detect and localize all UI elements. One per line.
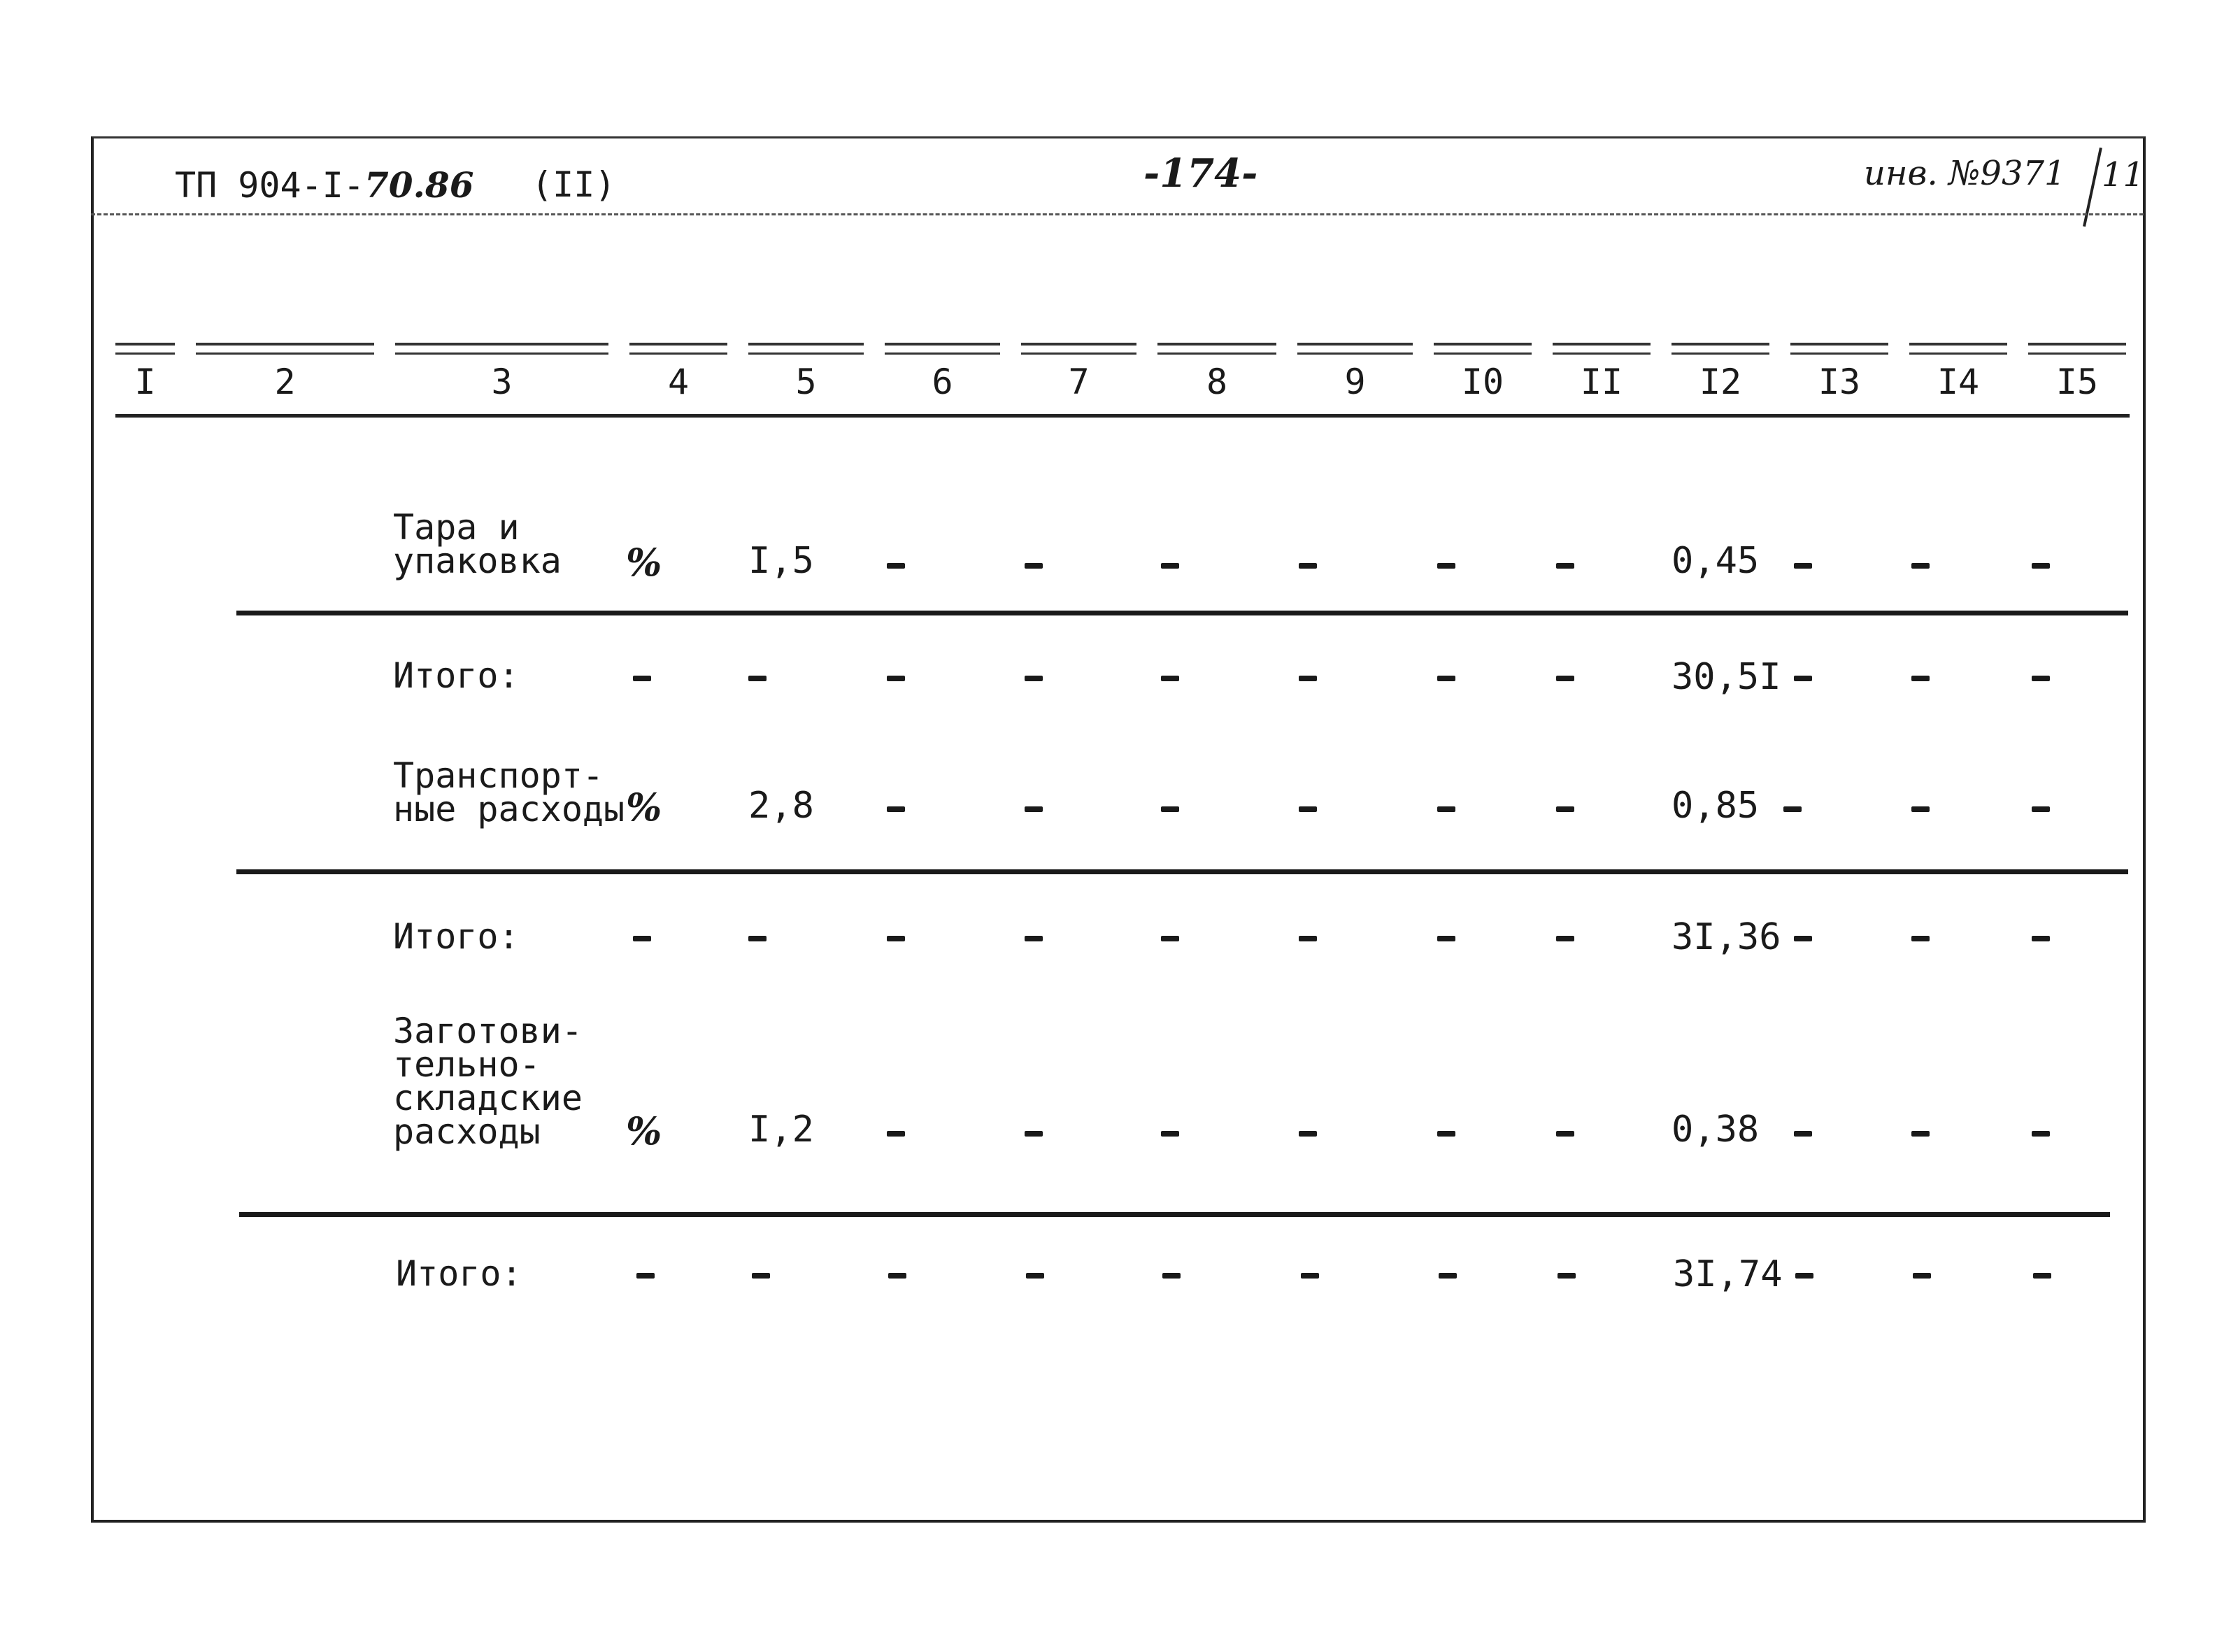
empty-cell-dash: [1794, 563, 1812, 569]
empty-cell-dash: [887, 1131, 905, 1137]
column-number: I: [115, 343, 175, 402]
column-number: I0: [1434, 343, 1532, 402]
empty-cell-dash: [1437, 806, 1455, 812]
row-value-col12: 3I,74: [1673, 1253, 1783, 1295]
empty-cell-dash: [752, 1273, 770, 1279]
row-value-col5: 2,8: [748, 785, 814, 827]
empty-cell-dash: [887, 676, 905, 681]
row-label: Заготови- тельно- складские расходы: [393, 1011, 583, 1152]
empty-cell-dash: [887, 806, 905, 812]
column-number: 3: [395, 343, 608, 402]
row-unit: %: [626, 785, 662, 829]
column-number: I2: [1672, 343, 1769, 402]
row-value-col12: 3I,36: [1672, 916, 1781, 958]
doc-code-prefix: ТП 904-I-: [175, 165, 364, 206]
column-number: I3: [1790, 343, 1888, 402]
empty-cell-dash: [1795, 1273, 1813, 1279]
empty-cell-dash: [748, 936, 767, 941]
empty-cell-dash: [1556, 676, 1574, 681]
empty-cell-dash: [1161, 563, 1179, 569]
empty-cell-dash: [1162, 1273, 1181, 1279]
section-rule: [239, 1212, 2110, 1217]
page-number: -174-: [1143, 150, 1258, 197]
column-number: 5: [748, 343, 864, 402]
row-label: Итого:: [396, 1253, 522, 1294]
empty-cell-dash: [2032, 806, 2050, 812]
empty-cell-dash: [1161, 806, 1179, 812]
empty-cell-dash: [1025, 806, 1043, 812]
empty-cell-dash: [636, 1273, 655, 1279]
sheet-part: (II): [532, 164, 616, 205]
empty-cell-dash: [1783, 806, 1802, 812]
column-number: 7: [1021, 343, 1136, 402]
empty-cell-dash: [1161, 1131, 1179, 1137]
column-number-underline: [115, 414, 2130, 418]
empty-cell-dash: [1794, 1131, 1812, 1137]
row-unit: %: [626, 1109, 662, 1153]
empty-cell-dash: [1556, 806, 1574, 812]
column-number: I5: [2028, 343, 2126, 402]
column-number: 2: [196, 343, 374, 402]
row-value-col12: 30,5I: [1672, 656, 1781, 698]
empty-cell-dash: [1556, 936, 1574, 941]
empty-cell-dash: [1437, 563, 1455, 569]
empty-cell-dash: [1794, 936, 1812, 941]
empty-cell-dash: [748, 676, 767, 681]
row-unit: %: [626, 540, 662, 585]
section-rule: [236, 611, 2128, 615]
row-value-col12: 0,45: [1672, 540, 1760, 582]
row-value-col5: I,2: [748, 1109, 814, 1151]
empty-cell-dash: [1437, 676, 1455, 681]
empty-cell-dash: [2033, 1273, 2051, 1279]
empty-cell-dash: [1439, 1273, 1457, 1279]
empty-cell-dash: [1556, 1131, 1574, 1137]
empty-cell-dash: [887, 936, 905, 941]
empty-cell-dash: [1299, 936, 1317, 941]
empty-cell-dash: [1025, 676, 1043, 681]
empty-cell-dash: [2032, 1131, 2050, 1137]
empty-cell-dash: [1911, 563, 1930, 569]
column-number: I4: [1909, 343, 2007, 402]
column-number-row: [115, 343, 2130, 420]
inventory-suffix: 11: [2102, 155, 2145, 194]
empty-cell-dash: [2032, 563, 2050, 569]
empty-cell-dash: [1911, 676, 1930, 681]
empty-cell-dash: [1299, 806, 1317, 812]
column-number: 4: [629, 343, 727, 402]
empty-cell-dash: [1025, 936, 1043, 941]
empty-cell-dash: [1301, 1273, 1319, 1279]
row-label: Итого:: [393, 916, 520, 957]
section-rule: [236, 869, 2128, 874]
empty-cell-dash: [1025, 563, 1043, 569]
empty-cell-dash: [888, 1273, 906, 1279]
doc-code: [175, 164, 474, 206]
empty-cell-dash: [633, 676, 651, 681]
column-number: II: [1553, 343, 1651, 402]
empty-cell-dash: [2032, 676, 2050, 681]
row-value-col12: 0,38: [1672, 1109, 1760, 1151]
empty-cell-dash: [2032, 936, 2050, 941]
header-separator: [91, 213, 2144, 215]
row-label: Итого:: [393, 655, 520, 696]
empty-cell-dash: [633, 936, 651, 941]
empty-cell-dash: [1911, 936, 1930, 941]
empty-cell-dash: [1161, 676, 1179, 681]
empty-cell-dash: [1911, 806, 1930, 812]
empty-cell-dash: [1437, 1131, 1455, 1137]
empty-cell-dash: [1161, 936, 1179, 941]
row-label: Транспорт- ные расходы: [393, 755, 625, 829]
row-value-col5: I,5: [748, 540, 814, 582]
empty-cell-dash: [1299, 676, 1317, 681]
doc-code-handwritten: 70.86: [364, 164, 474, 206]
empty-cell-dash: [1025, 1131, 1043, 1137]
empty-cell-dash: [1437, 936, 1455, 941]
empty-cell-dash: [1556, 563, 1574, 569]
column-number: 6: [885, 343, 1000, 402]
empty-cell-dash: [1558, 1273, 1576, 1279]
row-value-col12: 0,85: [1672, 785, 1760, 827]
empty-cell-dash: [1299, 563, 1317, 569]
empty-cell-dash: [1299, 1131, 1317, 1137]
empty-cell-dash: [1913, 1273, 1931, 1279]
empty-cell-dash: [1026, 1273, 1044, 1279]
empty-cell-dash: [1911, 1131, 1930, 1137]
column-number: 8: [1157, 343, 1276, 402]
row-label: Тара и упаковка: [393, 507, 562, 581]
column-number: 9: [1297, 343, 1413, 402]
inventory-number: инв. №9371: [1864, 154, 2066, 193]
empty-cell-dash: [887, 563, 905, 569]
empty-cell-dash: [1794, 676, 1812, 681]
